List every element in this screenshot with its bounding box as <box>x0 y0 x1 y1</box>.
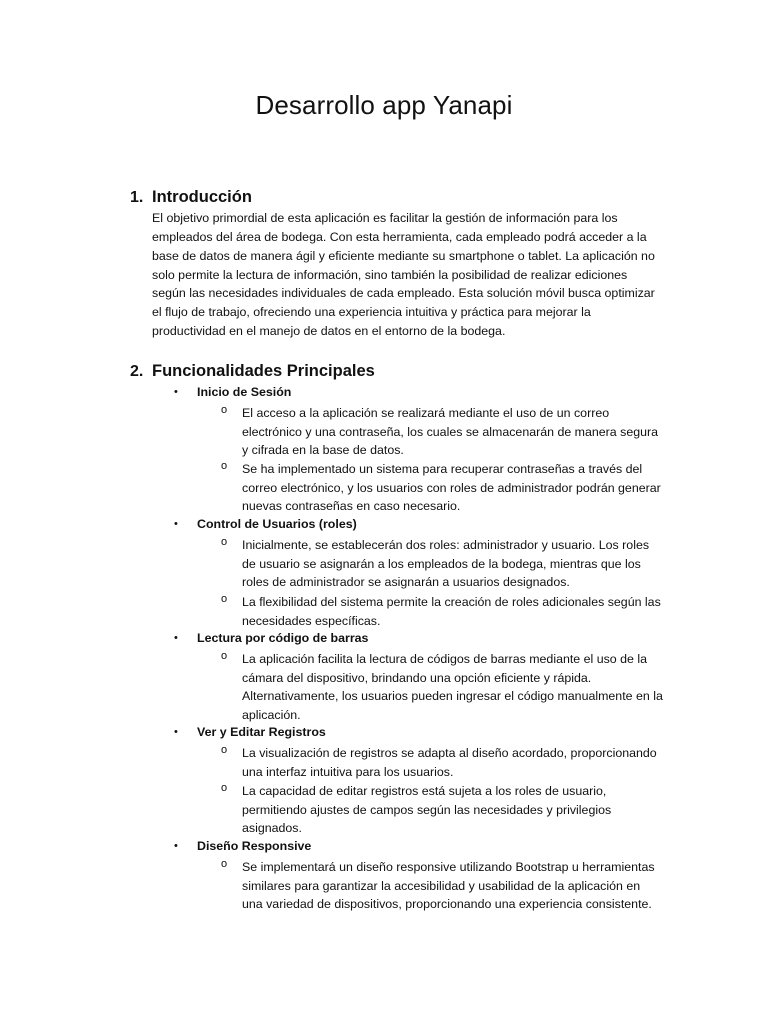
bullet: • <box>174 518 178 530</box>
sub-bullet: o <box>221 404 228 416</box>
feature-detail: La capacidad de editar registros está sujeta a los roles de usuario, permitiendo ajustes de campos según las necesidades y privilegios asignados. <box>242 784 612 836</box>
bullet: • <box>174 632 178 644</box>
section-heading-introduccion: Introducción <box>152 188 252 206</box>
sub-bullet: o <box>221 858 228 870</box>
bullet: • <box>174 386 178 398</box>
section-number: 1. <box>130 189 144 206</box>
intro-paragraph: El objetivo primordial de esta aplicación es facilitar la gestión de información para los empleados del área de bodega. Con esta herramienta, cada empleado podrá acceder a la base de datos de manera ágil y eficiente mediante su smartphone o tablet. La aplicación no solo permite la lectura de información, sino también la posibilidad de realizar ediciones según las necesidades individuales de cada empleado. Esta solución móvil busca optimizar el flujo de trabajo, ofreciendo una experiencia intuitiva y práctica para mejorar la productividad en el manejo de datos en el entorno de la bodega. <box>152 211 655 339</box>
bullet: • <box>174 840 178 852</box>
bullet: • <box>174 726 178 738</box>
sub-bullet: o <box>221 782 228 794</box>
feature-detail: Se ha implementado un sistema para recuperar contraseñas a través del correo electrónico, y los usuarios con roles de administrador podrán generar nuevas contraseñas en caso necesario. <box>242 462 661 514</box>
sub-bullet: o <box>221 593 228 605</box>
feature-title-ver-editar: Ver y Editar Registros <box>197 725 326 739</box>
feature-detail: Inicialmente, se establecerán dos roles: administrador y usuario. Los roles de usuario se asignarán a los empleados de la bodega, mientras que los roles de administrador se asignarán a usuarios designados. <box>242 538 650 590</box>
section-number: 2. <box>130 363 144 380</box>
feature-title-codigo-barras: Lectura por código de barras <box>197 631 369 645</box>
sub-bullet: o <box>221 744 228 756</box>
feature-title-control-usuarios: Control de Usuarios (roles) <box>197 517 357 531</box>
feature-title-inicio-sesion: Inicio de Sesión <box>197 385 292 399</box>
feature-detail: La visualización de registros se adapta al diseño acordado, proporcionando una interfaz intuitiva para los usuarios. <box>242 746 657 779</box>
feature-detail: La aplicación facilita la lectura de códigos de barras mediante el uso de la cámara del dispositivo, brindando una opción eficiente y rápida. Alternativamente, los usuarios pueden ingresar el código manualmente en la aplicación. <box>242 652 663 723</box>
sub-bullet: o <box>221 460 228 472</box>
feature-detail: El acceso a la aplicación se realizará mediante el uso de un correo electrónico y una contraseña, los cuales se almacenarán de manera segura y cifrada en la base de datos. <box>242 406 659 458</box>
page-title: Desarrollo app Yanapi <box>255 90 513 120</box>
section-heading-funcionalidades: Funcionalidades Principales <box>152 362 375 380</box>
sub-bullet: o <box>221 650 228 662</box>
sub-bullet: o <box>221 536 228 548</box>
feature-detail: La flexibilidad del sistema permite la creación de roles adicionales según las necesidades específicas. <box>242 595 661 628</box>
feature-detail: Se implementará un diseño responsive utilizando Bootstrap u herramientas similares para garantizar la accesibilidad y usabilidad de la aplicación en una variedad de dispositivos, proporcionando una experiencia consistente. <box>242 860 655 912</box>
feature-title-diseno-responsive: Diseño Responsive <box>197 839 312 853</box>
